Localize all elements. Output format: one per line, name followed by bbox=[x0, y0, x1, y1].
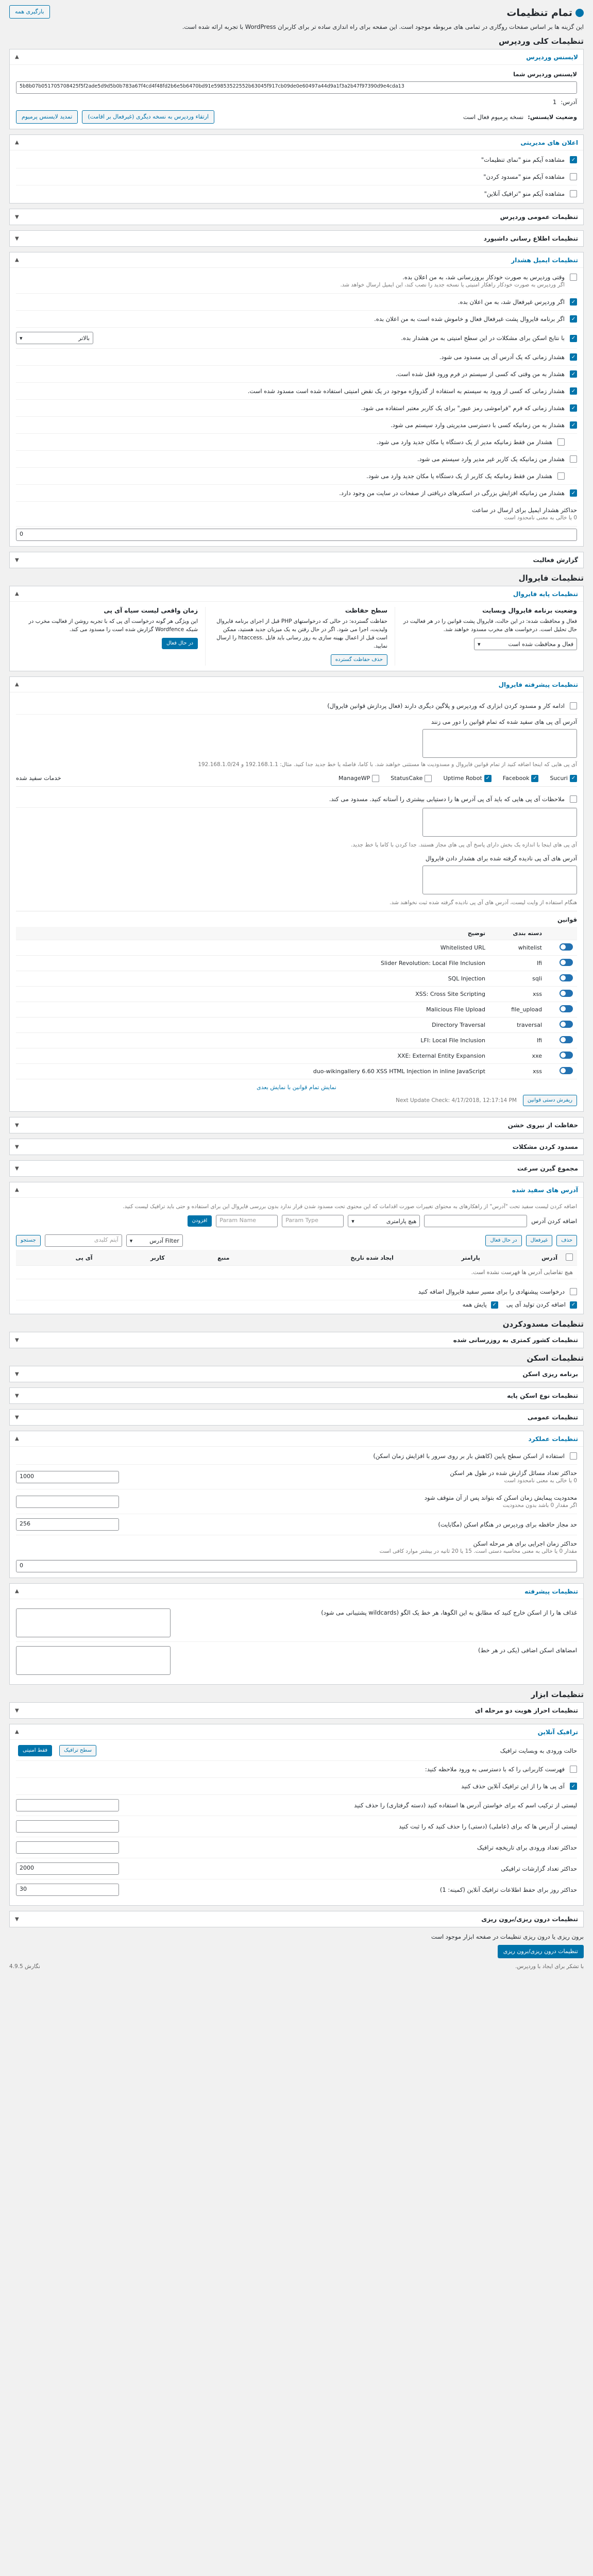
checkbox[interactable]: ✓ bbox=[570, 404, 577, 412]
collapsed-section[interactable]: تنظیمات احراز هویت دو مرحله ای ▼ bbox=[9, 1702, 584, 1719]
param-type-select[interactable]: هیچ پارامتری ▾ bbox=[348, 1215, 420, 1227]
filter-input[interactable]: آیتم کلیدی bbox=[45, 1234, 122, 1247]
chevron-down-icon: ▼ bbox=[15, 1165, 19, 1172]
section-firewall: تنظیمات فایروال bbox=[518, 573, 584, 583]
chevron-down-icon: ▼ bbox=[15, 1916, 19, 1922]
section-wp: تنظیمات کلی وردپرس bbox=[498, 37, 584, 46]
max-records-input[interactable]: 2000 bbox=[16, 1862, 119, 1875]
collapsed-section[interactable]: تنظیمات نوع اسکن پایه ▼ bbox=[9, 1387, 584, 1404]
firewall-status-col: وضعیت برنامه فایروال وبسایت فعال و محافظت شده: در این حالت، فایروال پشت قوانین را در هر فعالیت در حال تحلیل است. درخواست های مخرب مسدود خواهند شد. فعال و محافظت شده است ▾ bbox=[395, 607, 577, 666]
rules-table: دسته بندی توضیح whitelist Whitelisted URL lfi Slider Revolution: Local File Inclusion sqli SQL Injection xss XSS: Cross Site Scripting file_upload Malicious File Upload traversal Directory Traversal lfi LFI: Local File Inclusion xxe XXE: External Entity Expansion xss duo-wikingallery 6.60 XSS HTML Injection in inline JavaScript bbox=[16, 927, 577, 1079]
chevron-down-icon: ▼ bbox=[15, 1414, 19, 1420]
notification-row: مشاهده آیکم منو "ترافیک آنلاین" bbox=[16, 185, 577, 202]
collapsed-section[interactable]: تنظیمات عمومی وردپرس ▼ bbox=[9, 209, 584, 225]
chevron-down-icon: ▾ bbox=[20, 334, 23, 342]
rule-toggle[interactable] bbox=[560, 959, 573, 966]
rule-row: whitelist Whitelisted URL bbox=[16, 940, 577, 956]
collapsed-section[interactable]: مسدود کردن مشکلات ▼ bbox=[9, 1139, 584, 1155]
checkbox[interactable] bbox=[372, 775, 379, 782]
enable-button[interactable]: در حال فعال bbox=[485, 1235, 521, 1246]
export-all-button[interactable]: بارگیری همه bbox=[9, 5, 50, 19]
checkbox[interactable] bbox=[570, 1288, 577, 1295]
collapsed-section[interactable]: تنظیمات درون ریزی/برون ریزی ▼ bbox=[9, 1911, 584, 1927]
add-url-button[interactable]: افزودن bbox=[188, 1215, 212, 1227]
checkbox[interactable] bbox=[557, 438, 565, 446]
rule-row: xss XSS: Cross Site Scripting bbox=[16, 987, 577, 1002]
rule-row: xxe XXE: External Entity Expansion bbox=[16, 1048, 577, 1064]
footer-version: نگارش 4.9.5 bbox=[9, 1963, 40, 1970]
disable-button[interactable]: غیرفعال bbox=[526, 1235, 553, 1246]
whitelisted-urls-box: آدرس های سفید شده ▲ اضافه کردن لیست سفید تحت "آدرس" از راهکارهای به محتوای تغییرات صورت اقدامات که این محتوی تحت مسدود شدن قرار ندارد بدون بررسی فایروال این برای استفاده و حتی باید ترافیک لیست کنید. اضافه کردن آدرس هیچ پارامتری ▾ Param Type Param Name افزودن حذف غیرفعال در حال فعال Filter آدرس ▾ آیتم کلیدی جستجو آدرس پارامتر ایجاد شده تاریخ منبع کاربر آی پی هیچ تقاضایی آدرس ها فهرست نشده است. درخواست پیشنهادی را برای مسیر سفید فایروال اضافه کنید ✓ اضافه کردن تولید آی پی ✓ پایش همه bbox=[9, 1182, 584, 1314]
rule-toggle[interactable] bbox=[560, 1036, 573, 1043]
page-title: تمام تنظیمات bbox=[9, 7, 584, 19]
chevron-up-icon: ▲ bbox=[15, 54, 19, 60]
collapsed-section[interactable]: تنظیمات عمومی ▼ bbox=[9, 1409, 584, 1426]
checkbox[interactable]: ✓ bbox=[570, 775, 577, 782]
checkbox[interactable]: ✓ bbox=[570, 156, 577, 163]
rule-toggle[interactable] bbox=[560, 1021, 573, 1028]
whitelisted-services: ✓ Sucuri ✓ Facebook ✓ Uptime Robot StatusCake ManageWP خدمات سفید شده bbox=[16, 774, 577, 782]
chevron-down-icon: ▼ bbox=[15, 1707, 19, 1714]
license-header[interactable]: لایسنس وردپرس ▲ bbox=[10, 49, 583, 65]
chevron-down-icon: ▼ bbox=[15, 1393, 19, 1399]
memory-limit-input[interactable]: 256 bbox=[16, 1518, 119, 1531]
collapsed-section[interactable]: برنامه ریزی اسکن ▼ bbox=[9, 1366, 584, 1382]
license-status: نسخه پرمیوم فعال است bbox=[463, 113, 524, 121]
manual-refresh-button[interactable]: ریفرش دستی قوانین bbox=[523, 1095, 577, 1106]
checkbox[interactable] bbox=[570, 1452, 577, 1460]
show-all-rules-link[interactable]: نمایش تمام قوانین با نمایش بعدی bbox=[257, 1084, 336, 1091]
remove-protection-button[interactable]: حذف حفاظت گسترده bbox=[331, 654, 387, 666]
whitelist-ips-textarea[interactable] bbox=[422, 729, 577, 758]
rule-row: file_upload Malicious File Upload bbox=[16, 1002, 577, 1018]
whitelist-table: آدرس پارامتر ایجاد شده تاریخ منبع کاربر آی پی هیچ تقاضایی آدرس ها فهرست نشده است. bbox=[16, 1250, 577, 1279]
max-issues-input[interactable]: 1000 bbox=[16, 1471, 119, 1483]
chevron-up-icon: ▲ bbox=[15, 140, 19, 145]
scan-performance-box: تنظیمات عملکرد ▲ استفاده از اسکن سطح پایین (کاهش بار بر روی سرور با افزایش زمان اسکن) حداکثر تعداد مسائل گزارش شده در طول هر اسکن 0 یا خالی به معنی نامحدود است 1000 محدودیت پیمایش زمان اسکن که بتواند پس از آن متوقف شود اگر مقدار 0 باشد بدون محدودیت حد مجاز حافظه برای وردپرس در هنگام اسکن (مگابایت) 256 حداکثر زمان اجرایی برای هر مرحله اسکن مقدار 0 یا خالی به معنی محاسبه دستی است. 15 یا 20 ثانیه در بیشتر موارد کافی است 0 bbox=[9, 1431, 584, 1578]
filter-select[interactable]: Filter آدرس ▾ bbox=[126, 1234, 183, 1247]
filter-button[interactable]: جستجو bbox=[16, 1235, 41, 1246]
checkbox[interactable]: ✓ bbox=[570, 1301, 577, 1309]
url-input[interactable] bbox=[424, 1215, 527, 1227]
rule-toggle[interactable] bbox=[560, 1052, 573, 1059]
section-blocking: تنظیمات مسدودکردن bbox=[502, 1319, 584, 1329]
checkbox[interactable] bbox=[570, 455, 577, 463]
checkbox[interactable]: ✓ bbox=[484, 775, 492, 782]
checkbox[interactable] bbox=[570, 1766, 577, 1773]
chevron-up-icon: ▲ bbox=[15, 1588, 19, 1594]
protection-level-col: سطح حفاظت حفاظت گسترده: در حالی که درخواستهای PHP قبل از اجرای برنامه فایروال ولیدیت، اجرا می شود. اگر در حال رفتن به یک میزبان جدید هستید، ممکن است قبل از اعمال بهینه سازی به روز رسانی باید فایل .htaccess را ارسال نمایید. حذف حفاظت گسترده bbox=[205, 607, 387, 666]
checkbox[interactable]: ✓ bbox=[531, 775, 538, 782]
blocked-ua-textarea[interactable] bbox=[422, 808, 577, 837]
checkbox[interactable]: ✓ bbox=[570, 421, 577, 429]
rule-toggle[interactable] bbox=[560, 1067, 573, 1074]
checkbox[interactable]: ✓ bbox=[570, 335, 577, 342]
chevron-up-icon: ▲ bbox=[15, 257, 19, 263]
notification-row: ✓ مشاهده آیکم منو "نمای تنظیمات" bbox=[16, 151, 577, 168]
checkbox[interactable]: ✓ bbox=[570, 353, 577, 361]
checkbox[interactable]: ✓ bbox=[491, 1301, 498, 1309]
checkbox[interactable]: ✓ bbox=[570, 298, 577, 306]
param-name-input[interactable]: Param Name bbox=[216, 1215, 278, 1227]
collapsed-section[interactable]: گزارش فعالیت ▼ bbox=[9, 552, 584, 568]
notification-row: مشاهده آیکم منو "مسدود کردن" bbox=[16, 168, 577, 185]
realtime-enabled-button[interactable]: در حال فعال bbox=[162, 638, 198, 649]
rule-row: lfi LFI: Local File Inclusion bbox=[16, 1033, 577, 1048]
email-alerts-box: تنظیمات ایمیل هشدار ▲ وقتی وردپرس به صورت خودکار بروزرسانی شد، به من اعلان بده. اگر وردپرس به صورت خودکار راهکار امنیتی یا نسخه جدید را نصب کند، این ایمیل ارسال خواهد شد. ✓ اگر وردپرس غیرفعال شد، به من اعلان بده. ✓ اگر برنامه فایروال پشت غیرفعال فعال و خاموش شده است به من اعلان بده. ✓ با نتایج اسکن برای مشکلات در این سطح امنیتی به من هشدار بده. بالاتر ▾ ✓ هشدار زمانی که یک آدرس آی پی مسدود می شود. ✓ هشدار به من وقتی که کسی از سیستم در فرم ورود قفل شده است. ✓ هشدار زمانی که کسی از ورود به سیستم به استفاده از گذرواژه موجود در یک نقض امنیتی استفاده شده است مسدود شده است. ✓ هشدار زمانی که فرم "فراموشی رمز عبور" برای یک کاربر معتبر استفاده می شود. ✓ هشدار به من زمانیکه کسی با دسترسی مدیریتی وارد سیستم می شود. هشدار من فقط زمانیکه مدیر از یک دستگاه یا مکان جدید وارد می شود. هشدار من زمانیکه یک کاربر غیر مدیر وارد سیستم می شود. هشدار من فقط زمانیکه یک کاربر از یک دستگاه یا مکان جدید وارد می شود. ✓ هشدار من زمانیکه افزایش بزرگی در اسکنرهای دریافتی از صفحات در سایت من وجود دارد. حداکثر هشدار ایمیل برای ارسال در ساعت 0 یا خالی به معنی نامحدود است 0 bbox=[9, 252, 584, 547]
chevron-up-icon: ▲ bbox=[15, 591, 19, 597]
checkbox[interactable] bbox=[557, 472, 565, 480]
intro-text: این گزینه ها بر اساس صفحات روگاری در تمامی های مربوطه موجود است. این صفحه برای راه اندازی ساده تر برای کاربران WordPress با تجربه ارائه شده است. bbox=[182, 23, 584, 30]
rule-row: lfi Slider Revolution: Local File Inclusion bbox=[16, 956, 577, 971]
import-export-button[interactable]: تنظیمات درون ریزی/برون ریزی bbox=[498, 1945, 584, 1958]
upgrade-license-button[interactable]: ارتقاء وردپرس به نسخه دیگری (غیرفعال بر اقامت) bbox=[82, 110, 214, 124]
chevron-down-icon: ▼ bbox=[15, 557, 19, 563]
rule-toggle[interactable] bbox=[560, 943, 573, 951]
rule-toggle[interactable] bbox=[560, 974, 573, 981]
tab-all-traffic[interactable]: سطح ترافیک bbox=[59, 1745, 96, 1756]
scan-time-limit-input[interactable] bbox=[16, 1496, 119, 1508]
alert-level-select[interactable]: بالاتر ▾ bbox=[16, 332, 93, 344]
max-emails-input[interactable]: 0 bbox=[16, 529, 577, 541]
empty-row: هیچ تقاضایی آدرس ها فهرست نشده است. bbox=[16, 1266, 577, 1279]
license-key-input[interactable]: 5b8b07b051705708425f5f2ade5d9d5b0b783a67f4cd4f48fd2b6e5b6470bd91e59853522552b63045f917cb09de0e60497a44d9a1f3a2b47f97390d9e4cda13 bbox=[16, 81, 577, 94]
tab-security-only[interactable]: فقط امنیتی bbox=[18, 1745, 52, 1756]
collapsed-section[interactable]: تنظیمات کشور کمتری به روزرسانی شده ▼ bbox=[9, 1332, 584, 1348]
checkbox[interactable]: ✓ bbox=[570, 1783, 577, 1790]
chevron-down-icon: ▾ bbox=[129, 1237, 133, 1244]
chevron-down-icon: ▼ bbox=[15, 1371, 19, 1377]
shield-icon bbox=[575, 9, 584, 17]
realtime-blacklist-col: زمان واقعی لیست سیاه آی پی این ویژگی هر گونه درخواست آی پی که با تجربه روشن از فعالیت مخرب در شبکه Wordfence گزارش شده است را مسدود می کند. در حال فعال bbox=[16, 607, 198, 666]
rule-row: sqli SQL Injection bbox=[16, 971, 577, 987]
checkbox[interactable] bbox=[570, 274, 577, 281]
chevron-up-icon: ▲ bbox=[15, 1187, 19, 1193]
checkbox[interactable] bbox=[570, 173, 577, 180]
chevron-up-icon: ▲ bbox=[15, 1729, 19, 1735]
firewall-advanced-box: تنظیمات پیشرفته فایروال ▲ ادامه کار و مسدود کردن ابزاری که وردپرس و پلاگین دیگری دارند (فعال پردازش قوانین فایروال) آدرس آی پی های سفید شده که تمام قوانین را دور می زنند آی پی هایی که اینجا اضافه کنید از تمام قوانین فایروال و مسدودیت ها مستثنی خواهند شد. با کاما، فاصله یا خط جدید جدا کنید. مثال: 192.168.1.1 و 192.168.1.0/24 ✓ Sucuri ✓ Facebook ✓ Uptime Robot StatusCake ManageWP خدمات سفید شده ملاحظات آی پی هایی که باید آی پی آدرس ها را دستیابی بیشتری را آستانه کنید. مسدود می کند. آی پی های اینجا با اندازه یک بخش دارای پاسخ آی پی های مجاز هستند. جدا کردن با کاما یا خط جدید. آدرس های آی پی نادیده گرفته شده برای هشدار دادن فایروال هنگام استفاده از وایت لیست، آدرس های آی پی نادیده گرفته شده ثبت نخواهند شد. قوانین دسته بندی توضیح whitelist Whitelisted URL lfi Slider Revolution: Local File Inclusion sqli SQL Injection xss XSS: Cross Site Scripting file_upload Malicious File Upload traversal Directory Traversal lfi LFI: Local File Inclusion xxe XXE: External Entity Expansion xss duo-wikingallery 6.60 XSS HTML Injection in inline JavaScript نمایش تمام قوانین با نمایش بعدی ریفرش دستی قوانین Next Update Check: 4/17/2018, 12:17:14 PM bbox=[9, 676, 584, 1112]
checkbox[interactable] bbox=[570, 190, 577, 197]
collapsed-section[interactable]: حفاظت از نیروی خشن ▼ bbox=[9, 1117, 584, 1133]
export-note: برون ریزی یا درون ریزی تنظیمات در صفحه ابزار موجود است bbox=[431, 1933, 584, 1940]
checkbox[interactable]: ✓ bbox=[570, 370, 577, 378]
chevron-down-icon: ▼ bbox=[15, 214, 19, 220]
checkbox[interactable] bbox=[566, 1253, 573, 1261]
chevron-down-icon: ▾ bbox=[351, 1217, 354, 1225]
checkbox[interactable]: ✓ bbox=[570, 489, 577, 497]
collapsed-section[interactable]: مجموع گیرن سرعت ▼ bbox=[9, 1160, 584, 1177]
chevron-down-icon: ▾ bbox=[478, 640, 481, 648]
max-days-input[interactable]: 30 bbox=[16, 1884, 119, 1896]
notifications-box: اعلان های مدیریتی ▲ ✓ مشاهده آیکم منو "نمای تنظیمات" مشاهده آیکم منو "مسدود کردن" مشاهده آیکم منو "ترافیک آنلاین" bbox=[9, 134, 584, 204]
chevron-down-icon: ▼ bbox=[15, 1337, 19, 1343]
collapsed-section[interactable]: تنظیمات اطلاع رسانی داشبورد ▼ bbox=[9, 230, 584, 247]
scan-advanced-box: تنظیمات پیشرفته ▲ غذاف ها را از اسکن خارج کنید که مطابق به این الگوها، هر خط یک الگو (wildcards پشتیبانی می شود) امضاهای اسکن اضافی (یکی در هر خط) bbox=[9, 1583, 584, 1685]
param-type-label: Param Type bbox=[282, 1215, 344, 1227]
rule-row: xss duo-wikingallery 6.60 XSS HTML Injection in inline JavaScript bbox=[16, 1064, 577, 1079]
checkbox[interactable] bbox=[570, 795, 577, 803]
exclude-files-textarea[interactable] bbox=[16, 1608, 171, 1637]
renew-license-button[interactable]: تمدید لایسنس پرمیوم bbox=[16, 110, 78, 124]
chevron-up-icon: ▲ bbox=[15, 682, 19, 687]
checkbox[interactable] bbox=[570, 702, 577, 709]
exclude-users-input[interactable] bbox=[16, 1799, 119, 1811]
live-traffic-box: ترافیک آنلاین ▲ حالت ورودی به وبسایت ترافیک سطح ترافیک فقط امنیتی فهرست کاربرانی را که با دسترسی به ورود ملاحظه کنید: ✓ آی پی ها را از این ترافیک آنلاین حذف کنید لیستی از ترکیب اسم که برای خواستن آدرس ها استفاده کنید (دسته گرفتاری) را حذف کنید لیستی از آدرس ها که برای (عاملی) (دستی) را حذف کنید که را ثبت کنید حداکثر تعداد ورودی برای تاریخچه ترافیک حداکثر تعداد گزارشات ترافیکی 2000 حداکثر روز برای حفظ اطلاعات ترافیک آنلاین (کمینه: 1) 30 bbox=[9, 1724, 584, 1906]
rule-row: traversal Directory Traversal bbox=[16, 1018, 577, 1033]
checkbox[interactable]: ✓ bbox=[570, 315, 577, 323]
firewall-basic-box: تنظیمات پایه فایروال ▲ وضعیت برنامه فایروال وبسایت فعال و محافظت شده: در این حالت، فایروال پشت قوانین را در هر فعالیت در حال تحلیل است. درخواست های مخرب مسدود خواهند شد. فعال و محافظت شده است ▾ سطح حفاظت حفاظت گسترده: در حالی که درخواستهای PHP قبل از اجرای برنامه فایروال ولیدیت، اجرا می شود. اگر در حال رفتن به یک میزبان جدید هستید، ممکن است قبل از اعمال بهینه سازی به روز رسانی باید فایل .htaccess را ارسال نمایید. حذف حفاظت گسترده زمان واقعی لیست سیاه آی پی این ویژگی هر گونه درخواست آی پی که با تجربه روشن از فعالیت مخرب در شبکه Wordfence گزارش شده است را مسدود می کند. در حال فعال bbox=[9, 586, 584, 671]
rule-toggle[interactable] bbox=[560, 990, 573, 997]
delete-button[interactable]: حذف bbox=[556, 1235, 577, 1246]
section-tools: تنظیمات ابزار bbox=[531, 1690, 584, 1699]
section-scan: تنظیمات اسکن bbox=[527, 1353, 584, 1363]
firewall-status-select[interactable]: فعال و محافظت شده است ▾ bbox=[474, 638, 577, 650]
custom-signatures-textarea[interactable] bbox=[16, 1646, 171, 1675]
checkbox[interactable] bbox=[425, 775, 432, 782]
chevron-down-icon: ▼ bbox=[15, 1122, 19, 1128]
chevron-down-icon: ▼ bbox=[15, 235, 19, 242]
exclude-ips-input[interactable] bbox=[16, 1820, 119, 1833]
checkbox[interactable]: ✓ bbox=[570, 387, 577, 395]
rule-toggle[interactable] bbox=[560, 1005, 573, 1012]
chevron-up-icon: ▲ bbox=[15, 1436, 19, 1442]
ignored-ips-textarea[interactable] bbox=[422, 866, 577, 894]
footer-thanks: با تشکر برای ایجاد با وردپرس. bbox=[515, 1963, 584, 1970]
exclude-ua-input[interactable] bbox=[16, 1841, 119, 1854]
chevron-down-icon: ▼ bbox=[15, 1144, 19, 1150]
max-exec-time-input[interactable]: 0 bbox=[16, 1560, 577, 1572]
license-box: لایسنس وردپرس ▲ لایسنس وردپرس شما 5b8b07b051705708425f5f2ade5d9d5b0b783a67f4cd4f48fd2b6e5b6470bd91e59853522552b63045f917cb09de0e60497a44d9a1f3a2b47f97390d9e4cda13 آدرس: 1 وضعیت لایسنس: نسخه پرمیوم فعال است ارتقاء وردپرس به نسخه دیگری (غیرفعال بر اقامت) تمدید لایسنس پرمیوم bbox=[9, 49, 584, 129]
